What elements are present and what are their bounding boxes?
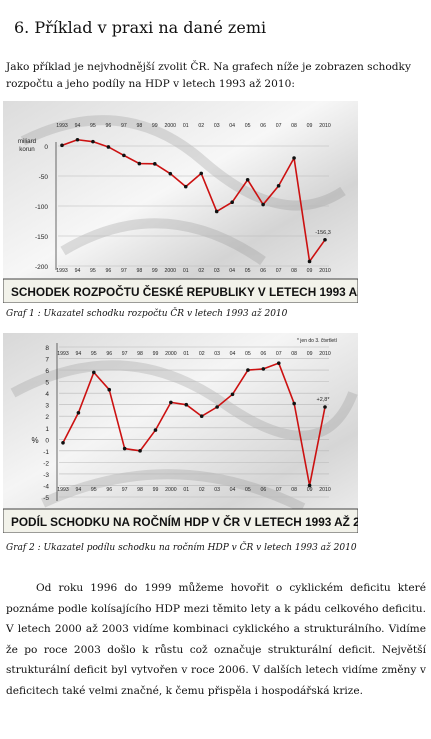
y-tick-label: -200 (34, 264, 48, 271)
x-tick-label: 98 (137, 351, 143, 357)
x-tick-label: 05 (245, 487, 251, 493)
x-tick-label: 97 (120, 268, 127, 274)
y-tick-label: -4 (43, 483, 49, 491)
y-tick-label: 8 (45, 345, 49, 352)
data-point (323, 405, 327, 409)
y-tick-label: 4 (45, 391, 49, 399)
section-heading: 6. Příklad v praxi na dané zemi (14, 18, 267, 37)
x-tick-label: 08 (291, 351, 298, 357)
y-axis-label: % (31, 436, 39, 445)
x-tick-label: 96 (106, 487, 113, 493)
x-tick-label: 04 (229, 487, 236, 493)
x-tick-label: 09 (306, 123, 313, 129)
y-tick-label: 6 (45, 368, 49, 376)
x-tick-label: 08 (291, 268, 297, 274)
chart-2 (3, 333, 358, 533)
x-tick-label: 2010 (319, 123, 331, 129)
x-tick-label: 98 (136, 123, 143, 129)
x-tick-label: 01 (183, 487, 190, 493)
chart-2-title: PODÍL SCHODKU NA ROČNÍM HDP V ČR V LETECH 1993 AŽ 2010 (11, 515, 358, 529)
y-tick-label: 3 (45, 402, 49, 410)
body-text: Od roku 1996 do 1999 můžeme hovořit o cyklickém deficitu které poznáme podle kolísajícího HDP mezi těmito lety a k pádu celkového deficitu. V letech 2000 až 2003 vidíme kombinaci cyklického a strukturálního. Vidíme že po roce 2003 došlo k růstu což označuje strukturální deficit. Největší strukturální deficit byl vytvořen v roce 2006. V dalších letech vidíme změny v deficitech také velmi značné, k čemu přispěla i hospodářská krize. (6, 582, 426, 697)
caption-2: Graf 2 : Ukazatel podílu schodku na ročním HDP v ČR v letech 1993 až 2010 (6, 543, 357, 553)
x-tick-label: 07 (275, 123, 282, 129)
y-tick-label: -5 (43, 495, 49, 502)
data-point (246, 368, 250, 372)
data-point (77, 411, 81, 415)
y-tick-label: -100 (34, 204, 48, 211)
x-tick-label: 1993 (57, 487, 69, 493)
x-tick-label: 2010 (319, 351, 331, 357)
x-tick-label: 08 (291, 123, 297, 129)
data-point (215, 405, 219, 409)
data-point (138, 449, 142, 453)
x-tick-label: 94 (74, 123, 81, 129)
x-tick-label: 95 (90, 268, 96, 274)
data-point (199, 172, 203, 176)
data-point (138, 162, 142, 166)
x-tick-label: 01 (183, 351, 190, 357)
x-tick-label: 09 (306, 487, 313, 493)
x-tick-label: 01 (182, 268, 189, 274)
x-tick-label: 06 (260, 351, 267, 357)
x-tick-label: 95 (90, 351, 97, 357)
y-tick-label: 1 (45, 425, 49, 433)
x-tick-label: 99 (151, 123, 158, 129)
chart-1-figure (3, 101, 358, 307)
x-tick-label: 08 (291, 487, 298, 493)
x-tick-label: 1993 (56, 123, 68, 129)
data-point (261, 203, 265, 207)
x-tick-label: 06 (260, 268, 267, 274)
x-tick-label: 02 (198, 351, 205, 357)
data-point (184, 185, 188, 189)
y-tick-label: 0 (44, 144, 48, 151)
x-tick-label: 1993 (56, 268, 68, 274)
data-point (184, 403, 188, 407)
x-tick-label: 94 (75, 487, 82, 493)
caption-1: Graf 1 : Ukazatel schodku rozpočtu ČR v letech 1993 až 2010 (6, 309, 288, 319)
x-tick-label: 2010 (319, 487, 331, 493)
data-point (122, 154, 126, 158)
y-axis-label: korun (19, 146, 35, 153)
data-point (262, 367, 266, 371)
data-point (168, 172, 172, 176)
data-point (231, 393, 235, 397)
x-tick-label: 95 (90, 123, 96, 129)
value-annotation: +2,8* (316, 397, 330, 403)
data-point (215, 210, 219, 214)
x-tick-label: 94 (74, 268, 81, 274)
chart-2-figure (3, 333, 358, 537)
data-point (123, 447, 127, 451)
y-tick-label: 0 (45, 437, 49, 445)
chart-1-title: SCHODEK ROZPOČTU ČESKÉ REPUBLIKY V LETECH 1993 AŽ 2010 (11, 285, 358, 299)
y-tick-label: 5 (45, 379, 49, 387)
data-point (292, 402, 296, 406)
x-tick-label: 02 (198, 268, 205, 274)
value-annotation: -156,3 (315, 229, 331, 236)
x-tick-label: 2000 (164, 123, 177, 129)
data-point (230, 200, 234, 204)
data-point (154, 428, 158, 432)
x-tick-label: 95 (90, 487, 97, 493)
x-tick-label: 98 (137, 487, 143, 493)
y-tick-label: 2 (45, 414, 49, 422)
data-point (107, 145, 111, 149)
data-point (60, 144, 64, 148)
x-tick-label: 99 (152, 351, 159, 357)
x-tick-label: 99 (151, 268, 158, 274)
x-tick-label: 04 (229, 123, 236, 129)
x-tick-label: 94 (75, 351, 82, 357)
y-tick-label: -1 (43, 448, 49, 456)
data-point (61, 441, 65, 445)
x-tick-label: 03 (214, 487, 221, 493)
x-tick-label: 07 (275, 351, 282, 357)
data-point (107, 388, 111, 392)
intro-paragraph: Jako příklad je nejvhodnější zvolit ČR. Na grafech níže je zobrazen schodky rozpočtu a jeho podíly na HDP v letech 1993 až 2010: (6, 61, 411, 90)
x-tick-label: 03 (213, 123, 220, 129)
x-tick-label: 1993 (57, 351, 69, 357)
x-tick-label: 96 (105, 123, 112, 129)
x-tick-label: 02 (198, 123, 205, 129)
x-tick-label: 99 (152, 487, 159, 493)
data-point (277, 361, 281, 365)
x-tick-label: 97 (121, 351, 128, 357)
data-point (246, 178, 250, 182)
x-tick-label: 96 (106, 351, 113, 357)
data-point (76, 138, 80, 142)
x-tick-label: 2000 (165, 351, 177, 357)
x-tick-label: 03 (213, 268, 220, 274)
x-tick-label: 07 (275, 487, 282, 493)
x-tick-label: 2000 (165, 487, 177, 493)
data-point (308, 484, 312, 488)
data-point (169, 401, 173, 405)
x-tick-label: 09 (306, 351, 313, 357)
x-tick-label: 2010 (319, 268, 331, 274)
y-axis-label: miliard (17, 138, 37, 145)
x-tick-label: 04 (229, 351, 236, 357)
x-tick-label: 97 (121, 487, 128, 493)
y-tick-label: 7 (45, 356, 49, 364)
x-tick-label: 05 (244, 268, 251, 274)
y-tick-label: -2 (43, 460, 49, 468)
data-point (277, 184, 281, 188)
y-tick-label: -150 (34, 234, 48, 241)
data-point (323, 238, 327, 242)
x-tick-label: 04 (229, 268, 236, 274)
data-point (200, 414, 204, 418)
data-point (308, 260, 312, 264)
data-point (91, 140, 95, 144)
x-tick-label: 96 (105, 268, 112, 274)
y-tick-label: -50 (38, 174, 48, 181)
x-tick-label: 05 (244, 123, 251, 129)
x-tick-label: 09 (306, 268, 313, 274)
y-tick-label: -3 (43, 471, 49, 479)
x-tick-label: 02 (198, 487, 205, 493)
x-tick-label: 06 (260, 487, 267, 493)
data-point (92, 371, 96, 375)
footnote: * jen do 3. čtvrtletí (296, 338, 337, 344)
x-tick-label: 07 (275, 268, 282, 274)
body-paragraph (6, 578, 426, 701)
x-tick-label: 06 (260, 123, 267, 129)
x-tick-label: 98 (136, 268, 143, 274)
chart-1 (3, 101, 358, 303)
x-tick-label: 05 (245, 351, 251, 357)
x-tick-label: 97 (120, 123, 127, 129)
x-tick-label: 03 (214, 351, 221, 357)
data-point (292, 156, 296, 160)
x-tick-label: 2000 (164, 268, 177, 274)
data-point (153, 162, 157, 166)
x-tick-label: 01 (182, 123, 189, 129)
